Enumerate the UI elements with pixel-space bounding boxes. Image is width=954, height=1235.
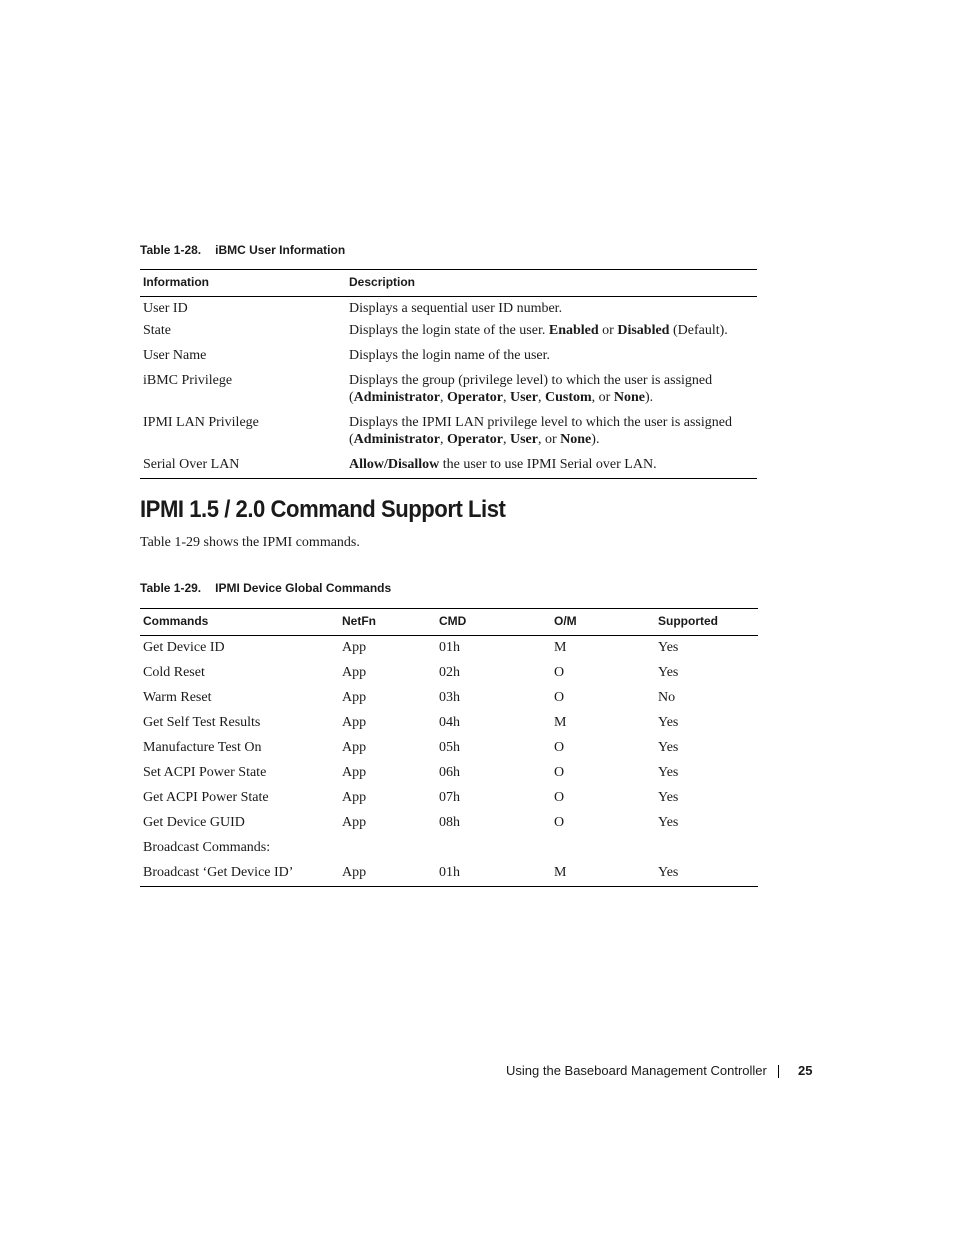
table-row: [140, 456, 757, 479]
table-row: [140, 322, 757, 347]
section-heading: IPMI 1.5 / 2.0 Command Support List: [140, 496, 506, 523]
footer-divider: [778, 1065, 779, 1078]
description-text: Displays the group (privilege level) to which the user is assigned: [349, 373, 713, 388]
table-row: [140, 810, 758, 835]
command-cell: Manufacture Test On: [143, 740, 262, 755]
cmd-cell: 01h: [436, 860, 551, 887]
column-header: NetFn: [339, 609, 436, 636]
cmd-cell: 04h: [439, 715, 460, 730]
cmd-cell: 01h: [439, 640, 460, 655]
description-cell: [346, 414, 757, 456]
table-29-caption: [140, 581, 391, 595]
netfn-cell: [339, 835, 436, 860]
punctuation: , or: [591, 390, 614, 405]
cmd-cell: 07h: [439, 790, 460, 805]
table-28-title: iBMC User Information: [215, 243, 346, 257]
description-text: the user to use IPMI Serial over LAN.: [439, 457, 657, 472]
punctuation: (: [349, 390, 354, 405]
table-row: [140, 414, 757, 456]
netfn-cell: App: [339, 860, 436, 887]
om-cell: O: [554, 790, 565, 805]
info-cell: State: [143, 323, 171, 338]
command-cell: Get ACPI Power State: [143, 790, 269, 805]
supported-cell: Yes: [658, 640, 679, 655]
supported-cell: [655, 835, 758, 860]
info-cell: IPMI LAN Privilege: [143, 415, 259, 430]
punctuation: ).: [644, 390, 654, 405]
netfn-cell: App: [342, 640, 367, 655]
om-cell: M: [554, 715, 567, 730]
table-row: [140, 636, 758, 661]
role-none: None: [613, 390, 645, 405]
cmd-cell: 03h: [439, 690, 460, 705]
command-cell: Get Device ID: [143, 640, 225, 655]
punctuation: ,: [440, 432, 447, 447]
description-cell: [346, 456, 757, 479]
disabled-value: Disabled: [617, 323, 670, 338]
om-cell: M: [551, 860, 655, 887]
command-cell: Broadcast ‘Get Device ID’: [140, 860, 339, 887]
supported-cell: No: [658, 690, 676, 705]
supported-cell: Yes: [658, 740, 679, 755]
table-row: [140, 835, 758, 860]
supported-cell: Yes: [658, 665, 679, 680]
table-29: [140, 608, 758, 887]
allow-disallow-value: Allow/Disallow: [349, 457, 440, 472]
punctuation: ,: [502, 390, 510, 405]
role-operator: Operator: [447, 390, 503, 405]
cmd-cell: 02h: [439, 665, 460, 680]
column-header: CMD: [436, 609, 551, 636]
punctuation: ,: [502, 432, 510, 447]
command-cell: Set ACPI Power State: [143, 765, 267, 780]
info-cell: User Name: [143, 348, 207, 363]
supported-cell: Yes: [658, 765, 679, 780]
role-administrator: Administrator: [353, 432, 440, 447]
column-header: Description: [346, 270, 757, 297]
punctuation: ,: [537, 390, 545, 405]
table-row: [140, 860, 758, 887]
description-cell: Displays a sequential user ID number.: [349, 301, 563, 316]
column-header: O/M: [551, 609, 655, 636]
om-cell: O: [554, 815, 565, 830]
netfn-cell: App: [342, 690, 367, 705]
table-header-row: [140, 609, 758, 636]
description-cell: Displays the login name of the user.: [349, 348, 551, 363]
punctuation: (: [349, 432, 354, 447]
description-text: Displays the login state of the user.: [349, 323, 549, 338]
page-footer: [506, 1063, 813, 1078]
command-cell: Get Device GUID: [143, 815, 245, 830]
supported-cell: Yes: [658, 715, 679, 730]
table-row: [140, 785, 758, 810]
table-29-title: IPMI Device Global Commands: [215, 581, 392, 595]
netfn-cell: App: [342, 715, 367, 730]
enabled-value: Enabled: [548, 323, 599, 338]
description-text: (Default).: [669, 323, 728, 338]
table-row: [140, 660, 758, 685]
column-header: Information: [140, 270, 346, 297]
role-user: User: [509, 432, 538, 447]
command-cell: Broadcast Commands:: [143, 840, 271, 855]
punctuation: ,: [440, 390, 447, 405]
table-row: [140, 735, 758, 760]
description-cell: [346, 322, 757, 347]
role-custom: Custom: [544, 390, 592, 405]
table-row: [140, 710, 758, 735]
command-cell: Get Self Test Results: [143, 715, 261, 730]
cmd-cell: [436, 835, 551, 860]
cmd-cell: 06h: [439, 765, 460, 780]
section-intro: Table 1-29 shows the IPMI commands.: [140, 535, 360, 550]
table-28-number: Table 1-28.: [140, 243, 202, 257]
table-row: [140, 372, 757, 414]
footer-title: Using the Baseboard Management Controller: [506, 1063, 767, 1078]
table-29-number: Table 1-29.: [140, 581, 202, 595]
table-row: [140, 347, 757, 372]
info-cell: User ID: [143, 301, 188, 316]
netfn-cell: App: [342, 740, 367, 755]
om-cell: M: [554, 640, 567, 655]
command-cell: Cold Reset: [143, 665, 205, 680]
punctuation: , or: [537, 432, 561, 447]
table-row: [140, 760, 758, 785]
table-row: [140, 685, 758, 710]
role-user: User: [509, 390, 538, 405]
role-administrator: Administrator: [353, 390, 440, 405]
table-28: [140, 269, 757, 479]
om-cell: O: [554, 665, 565, 680]
netfn-cell: App: [342, 665, 367, 680]
page-number: 25: [798, 1063, 813, 1078]
netfn-cell: App: [342, 815, 367, 830]
description-text: or: [598, 323, 618, 338]
cmd-cell: 08h: [439, 815, 460, 830]
supported-cell: Yes: [655, 860, 758, 887]
info-cell: Serial Over LAN: [140, 456, 346, 479]
netfn-cell: App: [342, 790, 367, 805]
role-none: None: [560, 432, 592, 447]
info-cell: iBMC Privilege: [143, 373, 233, 388]
om-cell: O: [554, 690, 565, 705]
om-cell: [551, 835, 655, 860]
description-text: Displays the IPMI LAN privilege level to which the user is assigned: [349, 415, 732, 430]
role-operator: Operator: [447, 432, 503, 447]
cmd-cell: 05h: [439, 740, 460, 755]
netfn-cell: App: [342, 765, 367, 780]
supported-cell: Yes: [658, 815, 679, 830]
table-28-caption: [140, 243, 345, 257]
column-header: Commands: [140, 609, 339, 636]
supported-cell: Yes: [658, 790, 679, 805]
description-cell: [346, 372, 757, 414]
punctuation: ).: [591, 432, 600, 447]
om-cell: O: [554, 740, 565, 755]
table-row: [140, 297, 757, 323]
table-header-row: [140, 270, 757, 297]
command-cell: Warm Reset: [143, 690, 212, 705]
om-cell: O: [554, 765, 565, 780]
column-header: Supported: [655, 609, 758, 636]
